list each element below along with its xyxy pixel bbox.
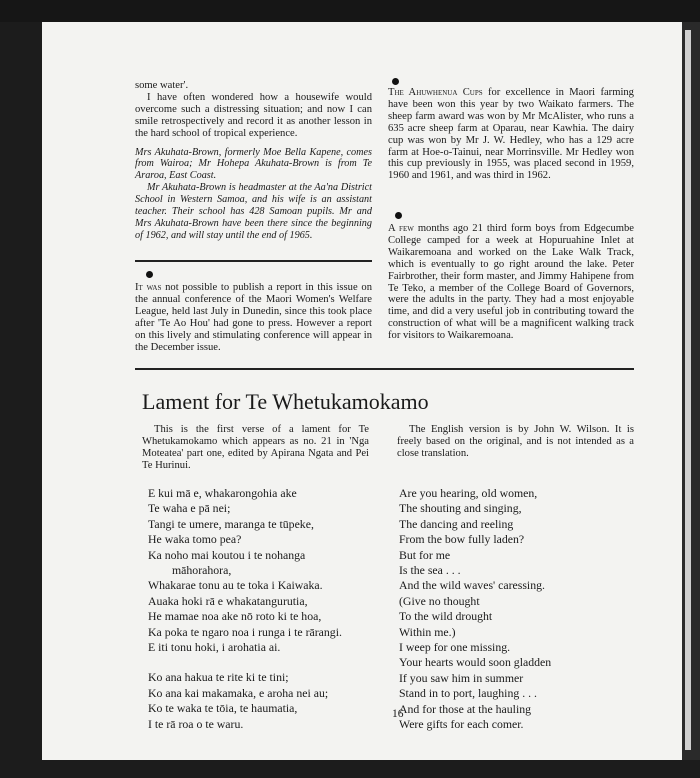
full-width-rule xyxy=(135,368,634,370)
verse-line: E kui mā e, whakarongohia ake xyxy=(148,486,297,500)
verse-line: Within me.) xyxy=(399,624,456,639)
verse-line: E iti tonu hoki, i arohatia ai. xyxy=(148,640,281,655)
verse-line: If you saw him in summer xyxy=(399,670,524,685)
page-number: 16 xyxy=(392,708,404,720)
verse-line: I te rā roa o te waru. xyxy=(148,716,244,731)
verse-line: He waka tomo pea? xyxy=(148,532,242,547)
bullet-icon xyxy=(395,212,402,219)
closing-paragraph: I have often wondered how a housewife would overcome such a distressing situation; and now I can smile retrospectively and record it as another lesson in the hard school of tropical experience. xyxy=(135,91,372,139)
verse-line: But for me xyxy=(399,547,451,562)
news-text: for excellence in Maori farming have been won this year by two Waikato farmers. The sheep farm award was won by Mr McAlister, who runs a 635 acre sheep farm at Oparau, near Kawhia. The dairy cup was won by Mr J. W. Hedley, who has a 129 acre farm at Hoe-o-Tainui, near Morrinsville. Mr Hedley won this cup previously in 1955, was placed second in 1959, 1960 and 1961, and was third in 1962. xyxy=(388,87,634,182)
verse-line: Whakarae tonu au te toka i Kaiwaka. xyxy=(148,578,323,593)
author-credit: Mrs Akuhata-Brown, formerly Moe Bella Kapene, comes from Wairoa; Mr Hohepa Akuhata-Brown is from Te Araroa, East Coast. xyxy=(135,146,372,182)
verse-line: Ka noho mai koutou i te nohanga xyxy=(148,547,306,562)
maori-verse xyxy=(148,486,342,732)
news-text: months ago 21 third form boys from Edgecumbe College camped for a week at Hopuruahine Inlet at Waikaremoana and worked on the Lake Walk Track, which is eventually to go right around the lake. Peter Fairbrother, their form master, and Jimmy Hahipene from Te Teko, a member of the College Board of Governors, were the adults in the party. They had a most enjoyable time, and did a very useful job in contributing toward the construction of what will be a magnificent walking track for visitors to Waikaremoana. xyxy=(388,223,634,342)
lead-in: The Ahuwhenua Cups xyxy=(388,87,483,98)
lead-in: A few xyxy=(388,223,414,234)
left-column-top xyxy=(135,80,372,242)
verse-line: Auaka hoki rā e whakatangurutia, xyxy=(148,593,308,608)
verse-line: Tangi te umere, maranga te tūpeke, xyxy=(148,516,314,531)
verse-line: Is the sea . . . xyxy=(399,563,461,578)
verse-line: To the wild drought xyxy=(399,609,493,624)
continued-text: some water'. xyxy=(135,80,189,91)
verse-line: The dancing and reeling xyxy=(399,516,514,531)
article-title: Lament for Te Whetukamokamo xyxy=(142,389,429,414)
verse-line: I weep for one missing. xyxy=(399,640,511,655)
verse-line: Are you hearing, old women, xyxy=(399,486,538,500)
adjacent-page-edge xyxy=(685,30,691,750)
verse-line: Ko ana kai makamaka, e aroha nei au; xyxy=(148,685,329,700)
verse-line: Ka poka te ngaro noa i runga i te rārangi. xyxy=(148,624,342,639)
magazine-page xyxy=(42,22,682,760)
news-item-edgecumbe xyxy=(388,223,634,342)
english-verse xyxy=(399,486,551,733)
news-item-ahuwhenua xyxy=(388,87,634,182)
intro-right: The English version is by John W. Wilson. It is freely based on the original, and is not intended as a close translation. xyxy=(397,424,634,459)
verse-line: (Give no thought xyxy=(399,593,480,608)
verse-line: Ko te waka te tōia, te haumatia, xyxy=(148,701,298,716)
news-item-conference xyxy=(135,282,372,353)
verse-line: Your hearts would soon gladden xyxy=(399,655,552,670)
verse-line: The shouting and singing, xyxy=(399,501,522,516)
verse-line: Te waha e pā nei; xyxy=(148,501,231,516)
lead-in: It was xyxy=(135,282,162,293)
verse-line: And for those at the hauling xyxy=(399,701,532,716)
author-note: Mr Akuhata-Brown is headmaster at the Aa'na District School in Western Samoa, and his wife is an assistant teacher. Their school has 428 Samoan pupils. Mr and Mrs Akuhata-Brown have been there since the beginning of 1962, and will stay until the end of 1965. xyxy=(135,182,372,241)
news-text: not possible to publish a report in this issue on the annual conference of the Maori Women's Welfare League, held last July in Dunedin, since this took place after 'Te Ao Hou' had gone to press. However a report on this lively and stimulating conference will appear in the December issue. xyxy=(135,282,373,353)
verse-line: From the bow fully laden? xyxy=(399,532,525,547)
intro-left: This is the first verse of a lament for Te Whetukamokamo which appears as no. 21 in 'Nga Moteatea' part one, edited by Apirana Ngata and Pei Te Hurinui. xyxy=(142,424,369,471)
verse-line: Were gifts for each comer. xyxy=(399,717,524,732)
scan-border-top xyxy=(0,0,700,22)
section-rule xyxy=(135,260,372,262)
verse-line: Stand in to port, laughing . . . xyxy=(399,686,537,701)
verse-line: And the wild waves' caressing. xyxy=(399,578,545,593)
verse-line: māhorahora, xyxy=(172,563,232,578)
verse-line: Ko ana hakua te rite ki te tini; xyxy=(148,670,289,685)
bullet-icon xyxy=(146,271,153,278)
bullet-icon xyxy=(392,78,399,85)
verse-line: He mamae noa ake nō roto ki te hoa, xyxy=(148,609,322,624)
